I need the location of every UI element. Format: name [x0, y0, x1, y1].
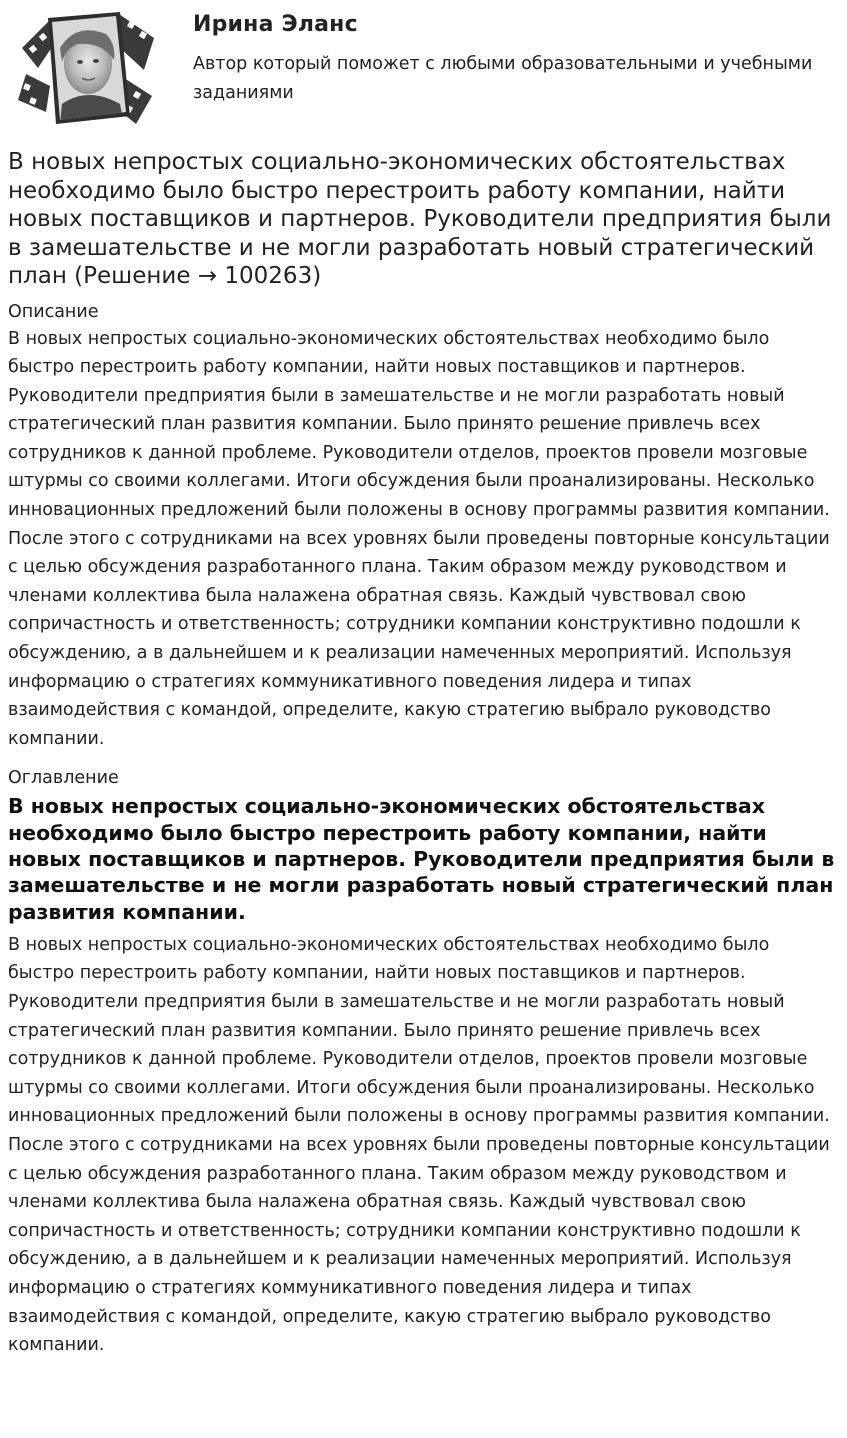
toc-heading: В новых непростых социально-экономических обстоятельствах необходимо было быстро перестроить работу компании, найти новых поставщиков и партнеров. Руководители предприятия были в замешательстве и не могли разработать новый стратегический план развития компании. [8, 794, 835, 924]
author-avatar [16, 8, 158, 128]
toc-text: В новых непростых социально-экономических обстоятельствах необходимо было быстро перестроить работу компании, найти новых поставщиков и партнеров. Руководители предприятия были в замешательстве и не могли разработать новый стратегический план развития компании. Было принято решение привлечь всех сотрудников к данной проблеме. Руководители отделов, проектов провели мозговые штурмы со своими коллегами. Итоги обсуждения были проанализированы. Несколько инновационных предложений были положены в основу программы развития компании. После этого с сотрудниками на всех уровнях были проведены повторные консультации с целью обсуждения разработанного плана. Таким образом между руководством и членами коллектива была налажена обратная связь. Каждый чувствовал свою сопричастность и ответственность; сотрудники компании конструктивно подошли к обсуждению, а в дальнейшем и к реализации намеченных мероприятий. Используя информацию о стратегиях коммуникативного поведения лидера и типах взаимодействия с командой, определите, какую стратегию выбрало руководство компании. [8, 934, 830, 1356]
description-text: В новых непростых социально-экономических обстоятельствах необходимо было быстро перестроить работу компании, найти новых поставщиков и партнеров. Руководители предприятия были в замешательстве и не могли разработать новый стратегический план развития компании. Было принято решение привлечь всех сотрудников к данной проблеме. Руководители отделов, проектов провели мозговые штурмы со своими коллегами. Итоги обсуждения были проанализированы. Несколько инновационных предложений были положены в основу программы развития компании. После этого с сотрудниками на всех уровнях были проведены повторные консультации с целью обсуждения разработанного плана. Таким образом между руководством и членами коллектива была налажена обратная связь. Каждый чувствовал свою сопричастность и ответственность; сотрудники компании конструктивно подошли к обсуждению, а в дальнейшем и к реализации намеченных мероприятий. Используя информацию о стратегиях коммуникативного поведения лидера и типах взаимодействия с командой, определите, какую стратегию выбрало руководство компании. [8, 328, 830, 749]
author-description: Автор который поможет с любыми образовательными и учебными заданиями [193, 54, 813, 103]
description-label: Описание [8, 301, 99, 322]
toc-label: Оглавление [8, 768, 119, 789]
page-title: В новых непростых социально-экономических обстоятельствах необходимо было быстро перестроить работу компании, найти новых поставщиков и партнеров. Руководители предприятия были в замешательстве и не могли разработать новый стратегический план (Решение → 100263) [8, 149, 832, 289]
author-name: Ирина Эланс [193, 12, 358, 37]
author-block [8, 0, 839, 140]
